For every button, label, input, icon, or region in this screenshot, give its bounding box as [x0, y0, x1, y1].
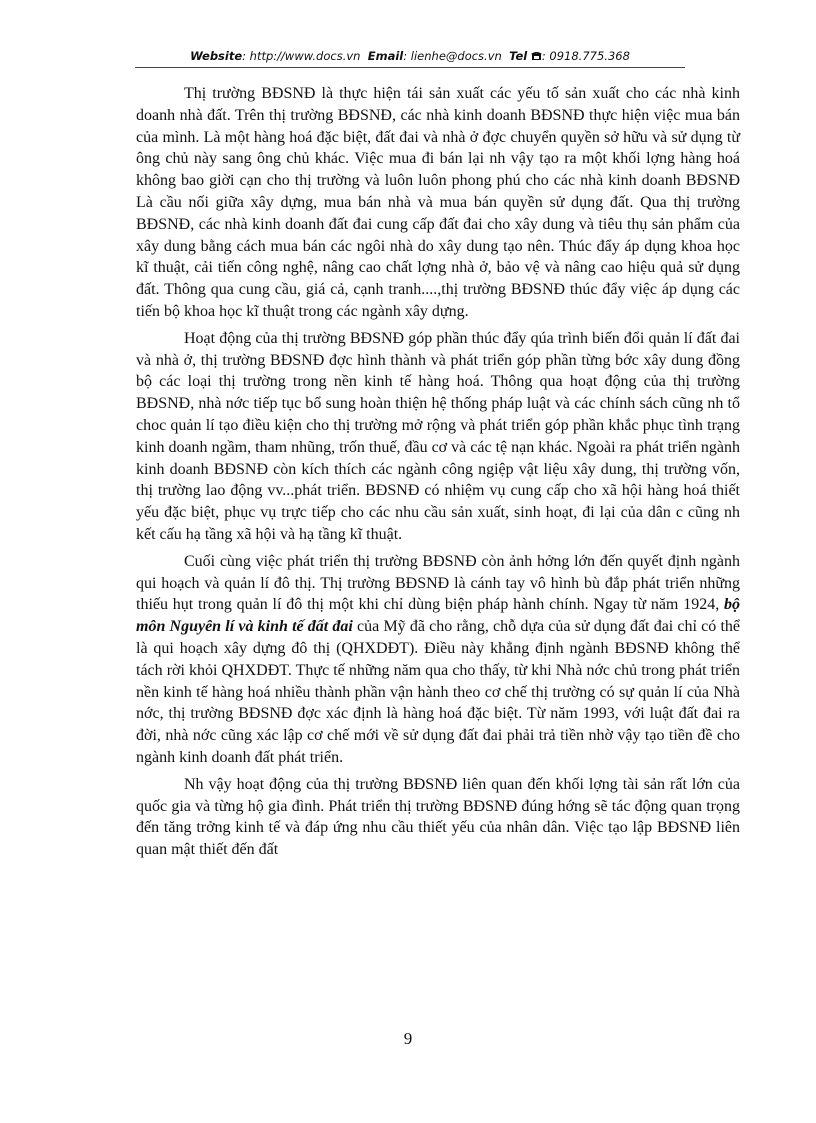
- body-text: [136, 83, 740, 866]
- page-header: [135, 49, 685, 63]
- paragraph: [136, 551, 740, 769]
- paragraph: Nh vậy hoạt động của thị trường BĐSNĐ liên quan đến khối lợng tài sản rất lớn của quốc gia và từng hộ gia đình. Phát triển thị trường BĐSNĐ đúng hớng sẽ tác động quan trọng đến tăng trởng kinh tế và đáp ứng nhu cầu thiết yếu của nhân dân. Việc tạo lập BĐSNĐ liên quan mật thiết đến đất: [136, 775, 740, 859]
- website-value: : http://www.docs.vn: [242, 49, 361, 63]
- website-label: Website: [190, 49, 243, 63]
- page-number: 9: [403, 1029, 413, 1048]
- paragraph: Thị trường BĐSNĐ là thực hiện tái sản xuất các yếu tố sản xuất cho các nhà kinh doanh nhà đất. Trên thị trường BĐSNĐ, các nhà kinh doanh BĐSNĐ thực hiện việc mua bán của mình. Là một hàng hoá đặc biệt, đất đai và nhà ở đợc chuyển quyền sở hữu và sử dụng từ ông chủ này sang ông chủ khác. Việc mua đi bán lại nh vậy tạo ra một khối lợng hàng hoá không bao giời cạn cho thị trường và luôn luôn phong phú cho các nhà kinh doanh BĐSNĐ Là cầu nối giữa xây dựng, mua bán nhà và mua bán quyền sử dụng đất. Qua thị trường BĐSNĐ, các nhà kinh doanh đất đai cung cấp đất đai cho xây dung và tiêu thụ sản phẩm của xây dung bằng cách mua bán các ngôi nhà do xây dung tạo nên. Thúc đẩy áp dụng khoa học kĩ thuật, cải tiến công nghệ, nâng cao chất lợng nhà ở, bảo vệ và nâng cao hiệu quả sử dụng đất. Thông qua cung cầu, giá cả, cạnh tranh....,thị trường BĐSNĐ thúc đẩy việc áp dụng các tiến bộ khoa học kĩ thuật trong các ngành xây dựng.: [136, 85, 740, 320]
- paragraph-text: của Mỹ đã cho rằng, chỗ dựa của sử dụng đất đai chỉ có thể là qui hoạch xây dựng đô thị (QHXDĐT). Điều này khẳng định ngành BĐSNĐ không thể tách rời khỏi QHXDĐT. Thực tế những năm qua cho thấy, từ khi Nhà nớc chủ trong phát triển nền kinh tế hàng hoá nhiều thành phần vận hành theo cơ chế thị trường có sự quản lí của Nhà nớc, thị trường BĐSNĐ đợc xác định là hàng hoá đặc biệt. Từ năm 1993, với luật đất đai ra đời, nhà nớc cũng xác lập cơ chế mới về sử dụng đất đai phải trả tiền nhờ vậy tạo tiền đề cho ngành kinh doanh đất phát triển.: [136, 618, 740, 766]
- emphasized-text: bộ môn Nguyên lí và kinh tế đất đai: [136, 596, 740, 636]
- tel-value: : 0918.775.368: [541, 49, 630, 63]
- paragraph: Hoạt động của thị trường BĐSNĐ góp phần thúc đẩy qúa trình biến đổi quản lí đất đai và nhà ở, thị trường BĐSNĐ đợc hình thành và phát triển góp phần từng bớc xây dung đồng bộ các loại thị trường trong nền kinh tế hàng hoá. Thông qua hoạt động của thị trường BĐSNĐ, nhà nớc tiếp tục bổ sung hoàn thiện hệ thống pháp luật và các chính sách cũng nh tổ choc quản lí tạo điều kiện cho thị trường mở rộng và phát triển góp phần khắc phục tình trạng kinh doanh ngầm, tham nhũng, trốn thuế, đầu cơ và các tệ nạn khác. Ngoài ra phát triển ngành kinh doanh BĐSNĐ còn kích thích các ngành công ngiệp vật liệu xây dung, thị trường vốn, thị trường lao động vv...phát triển. BĐSNĐ có nhiệm vụ cung cấp cho xã hội hàng hoá thiết yếu đặc biệt, phục vụ trực tiếp cho các nhu cầu sản xuất, sinh hoạt, đi lại của dân c cũng nh kết cấu hạ tầng xã hội và hạ tầng kĩ thuật.: [136, 329, 740, 543]
- telephone-icon: [531, 49, 542, 63]
- email-value: : lienhe@docs.vn: [403, 49, 502, 63]
- paragraph-text: Cuối cùng việc phát triển thị trường BĐSNĐ còn ảnh hởng lớn đến quyết định ngành qui hoạch và quản lí đô thị. Thị trường BĐSNĐ là cánh tay vô hình bù đắp phát triển những thiếu hụt trong quản lí đô thị một khi chỉ dùng biện pháp hành chính. Ngay từ năm 1924,: [136, 552, 740, 614]
- tel-label: Tel: [509, 49, 528, 63]
- email-label: Email: [367, 49, 404, 63]
- header-divider: [135, 67, 685, 68]
